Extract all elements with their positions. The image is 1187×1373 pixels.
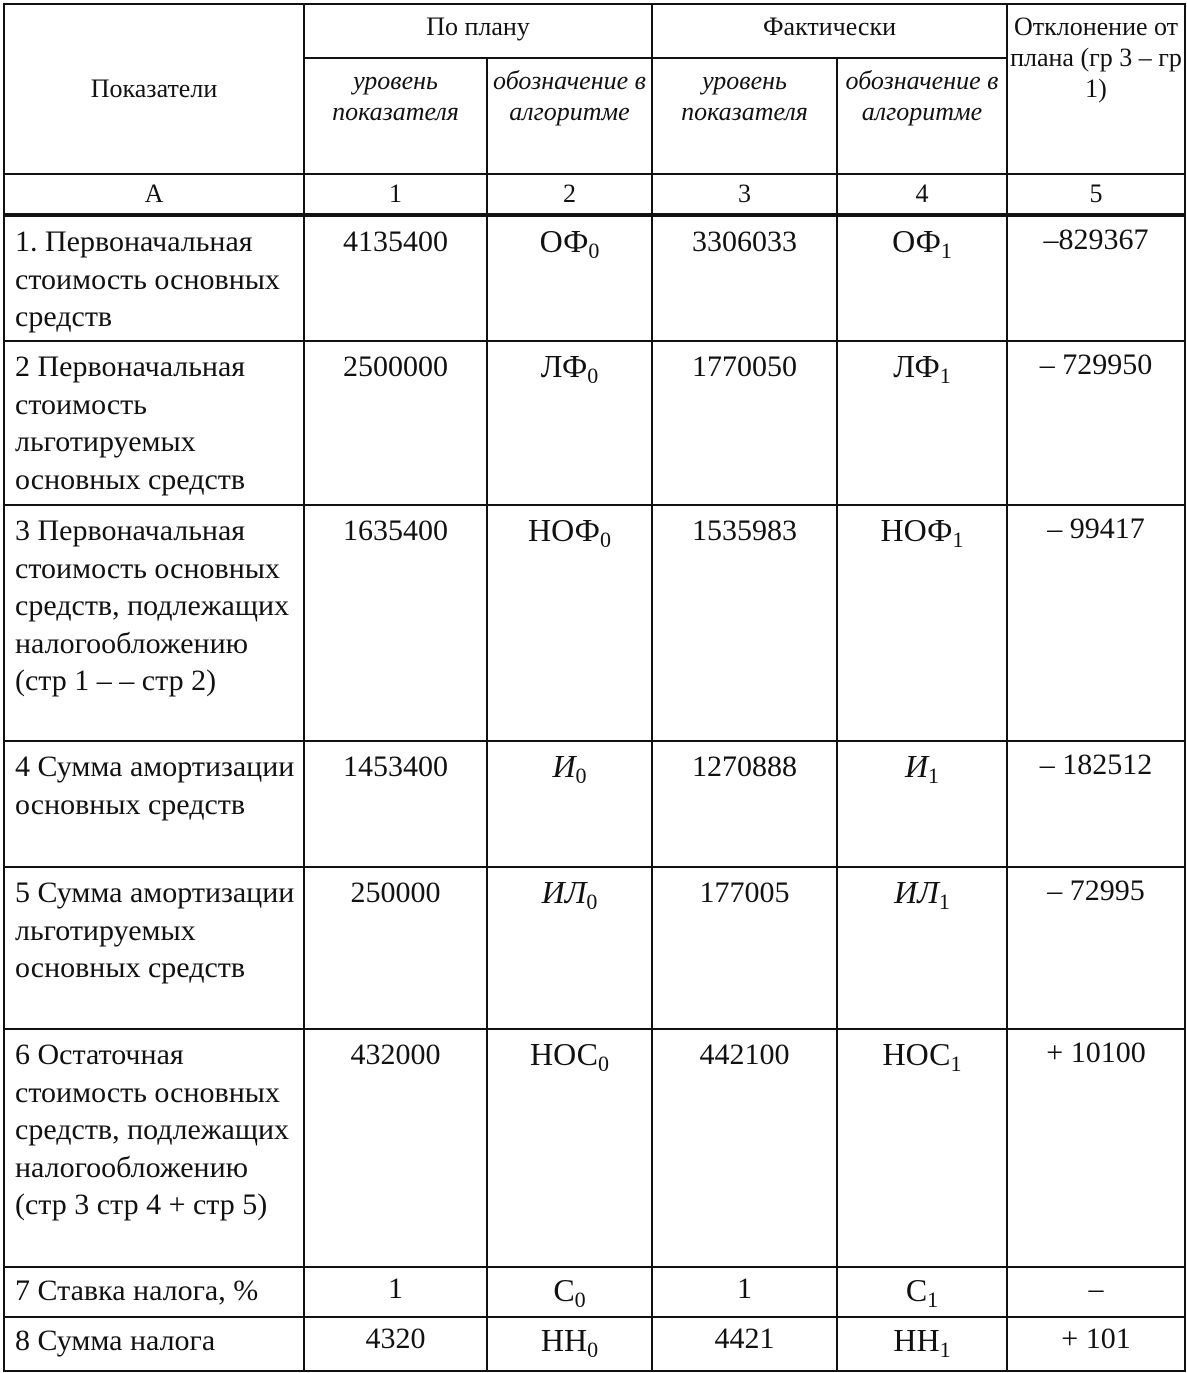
- column-number: 4: [837, 174, 1007, 215]
- symbol-subscript: 0: [599, 527, 611, 552]
- symbol-subscript: 0: [588, 238, 600, 263]
- column-number: 3: [652, 174, 837, 215]
- deviation-value: + 10100: [1007, 1029, 1185, 1267]
- symbol-letters: И: [904, 748, 929, 784]
- header-plan: По плану: [304, 4, 652, 58]
- symbol-subscript: 1: [939, 1337, 951, 1362]
- row-name: 4 Сумма амортизации основных средств: [4, 741, 304, 867]
- symbol-letters: С: [553, 1272, 575, 1308]
- actual-value: 3306033: [652, 215, 837, 341]
- plan-symbol: [487, 1029, 652, 1267]
- column-number: 2: [487, 174, 652, 215]
- actual-symbol: [837, 215, 1007, 341]
- deviation-value: –829367: [1007, 215, 1185, 341]
- plan-value: 432000: [304, 1029, 487, 1267]
- symbol-letters: ИЛ: [894, 874, 939, 910]
- actual-symbol: [837, 1317, 1007, 1371]
- plan-symbol: [487, 215, 652, 341]
- symbol-subscript: 1: [950, 1051, 962, 1076]
- plan-value: 1635400: [304, 505, 487, 741]
- symbol-subscript: 1: [928, 763, 940, 788]
- plan-value: 1453400: [304, 741, 487, 867]
- deviation-value: + 101: [1007, 1317, 1185, 1371]
- deviation-value: – 729950: [1007, 341, 1185, 505]
- plan-value: 250000: [304, 867, 487, 1029]
- table-row: [4, 741, 1185, 867]
- deviation-value: – 99417: [1007, 505, 1185, 741]
- header-plan-symbol: обозначение в алгоритме: [487, 58, 652, 174]
- symbol-letters: НН: [893, 1322, 940, 1358]
- deviation-value: – 182512: [1007, 741, 1185, 867]
- row-name: 6 Остаточная стоимость основных средств, подлежащих налогообложению (стр 3 стр 4 + стр 5): [4, 1029, 304, 1267]
- symbol-subscript: 0: [597, 1051, 609, 1076]
- row-name: 2 Первоначальная стоимость льготируемых основных средств: [4, 341, 304, 505]
- actual-symbol: [837, 1029, 1007, 1267]
- plan-symbol: [487, 867, 652, 1029]
- plan-symbol: [487, 741, 652, 867]
- tax-calculation-table: [3, 3, 1186, 1372]
- column-numbers-row: [4, 174, 1185, 215]
- header-actual-level: уровень показателя: [652, 58, 837, 174]
- plan-symbol: [487, 1317, 652, 1371]
- symbol-letters: ОФ: [892, 223, 941, 259]
- actual-value: 177005: [652, 867, 837, 1029]
- header-plan-level: уровень показателя: [304, 58, 487, 174]
- actual-symbol: [837, 505, 1007, 741]
- header-actual: Фактически: [652, 4, 1007, 58]
- symbol-letters: С: [905, 1272, 928, 1308]
- symbol-subscript: 0: [575, 763, 587, 788]
- actual-symbol: [837, 341, 1007, 505]
- symbol-subscript: 1: [927, 1287, 939, 1312]
- plan-symbol: [487, 1267, 652, 1317]
- table-row: [4, 1317, 1185, 1371]
- actual-symbol: [837, 867, 1007, 1029]
- actual-value: 442100: [652, 1029, 837, 1267]
- symbol-subscript: 0: [587, 1337, 599, 1362]
- column-number: А: [4, 174, 304, 215]
- symbol-letters: ИЛ: [541, 874, 587, 910]
- header-indicators: Показатели: [4, 4, 304, 174]
- symbol-subscript: 1: [952, 527, 964, 552]
- plan-symbol: [487, 341, 652, 505]
- symbol-letters: НОФ: [880, 512, 953, 548]
- symbol-subscript: 1: [939, 363, 951, 388]
- actual-value: 1270888: [652, 741, 837, 867]
- symbol-letters: ЛФ: [540, 348, 588, 384]
- actual-value: 1770050: [652, 341, 837, 505]
- row-name: 8 Сумма налога: [4, 1317, 304, 1371]
- table-row: [4, 1029, 1185, 1267]
- symbol-subscript: 0: [574, 1287, 586, 1312]
- symbol-subscript: 0: [586, 889, 598, 914]
- actual-value: 1: [652, 1267, 837, 1317]
- row-name: 3 Первоначальная стоимость основных средств, подлежащих налогообложению (стр 1 – – стр 2): [4, 505, 304, 741]
- table-row: [4, 341, 1185, 505]
- table-row: [4, 867, 1185, 1029]
- plan-symbol: [487, 505, 652, 741]
- column-number: 1: [304, 174, 487, 215]
- table-row: [4, 215, 1185, 341]
- symbol-letters: НН: [540, 1322, 588, 1358]
- symbol-subscript: 0: [587, 363, 599, 388]
- actual-symbol: [837, 1267, 1007, 1317]
- row-name: 7 Ставка налога, %: [4, 1267, 304, 1317]
- plan-value: 1: [304, 1267, 487, 1317]
- actual-value: 1535983: [652, 505, 837, 741]
- symbol-letters: ЛФ: [893, 348, 940, 384]
- symbol-letters: ОФ: [539, 223, 589, 259]
- header-actual-symbol: обозначение в алгоритме: [837, 58, 1007, 174]
- plan-value: 4135400: [304, 215, 487, 341]
- symbol-subscript: 1: [940, 238, 952, 263]
- table-row: [4, 505, 1185, 741]
- symbol-letters: НОС: [530, 1036, 598, 1072]
- plan-value: 2500000: [304, 341, 487, 505]
- symbol-subscript: 1: [938, 889, 950, 914]
- actual-value: 4421: [652, 1317, 837, 1371]
- symbol-letters: И: [552, 748, 576, 784]
- deviation-value: – 72995: [1007, 867, 1185, 1029]
- row-name: 1. Первоначальная стоимость основных средств: [4, 215, 304, 341]
- deviation-value: –: [1007, 1267, 1185, 1317]
- symbol-letters: НОФ: [528, 512, 600, 548]
- row-name: 5 Сумма амортизации льготируемых основных средств: [4, 867, 304, 1029]
- plan-value: 4320: [304, 1317, 487, 1371]
- table-row: [4, 1267, 1185, 1317]
- column-number: 5: [1007, 174, 1185, 215]
- symbol-letters: НОС: [882, 1036, 951, 1072]
- actual-symbol: [837, 741, 1007, 867]
- header-deviation: Отклонение от плана (гр 3 – гр 1): [1007, 4, 1185, 174]
